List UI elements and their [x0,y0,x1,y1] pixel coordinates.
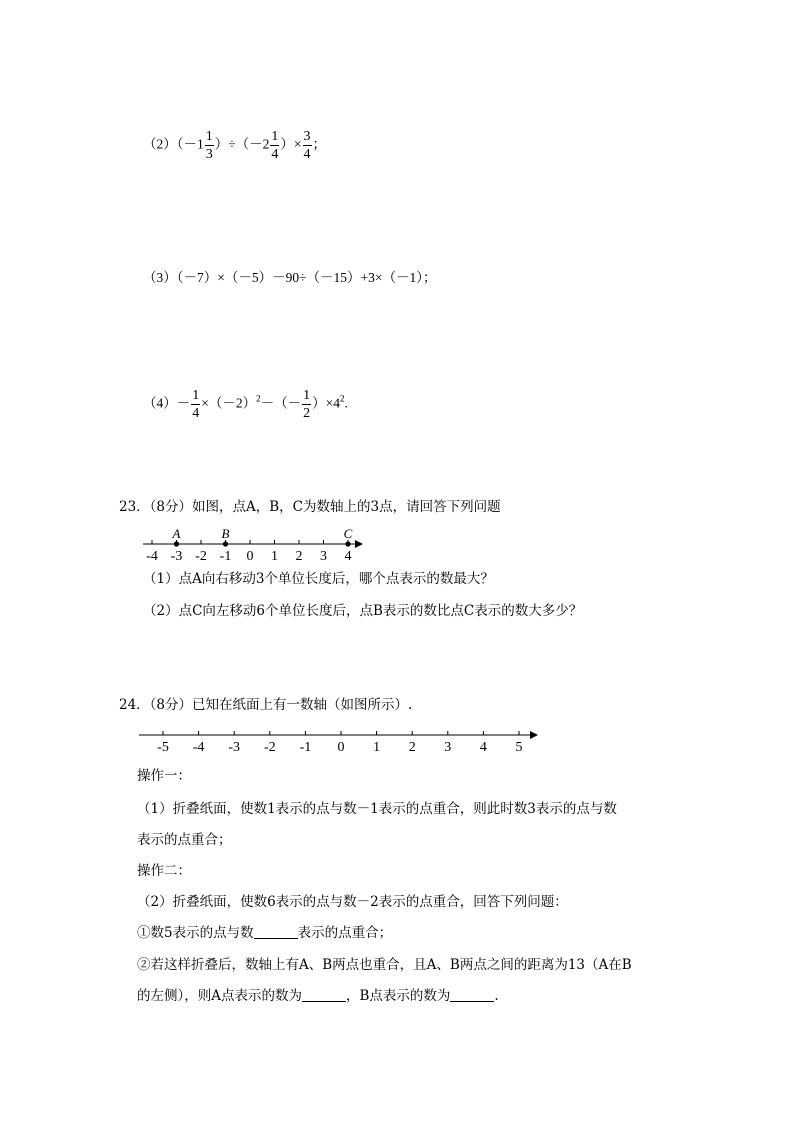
tick-label: 3 [444,740,452,755]
tick-label: -3 [170,549,183,564]
operation-1-question-line-2: 表示的点重合； [137,832,232,848]
problem-23-question-2: （2）点C向左移动6个单位长度后，点B表示的数比点C表示的数大多少？ [143,603,583,619]
tick-label: 0 [246,549,254,564]
number-line-23 [135,522,375,567]
tick-label: -1 [219,549,232,564]
problem-22-part-3: （3）（－7）×（－5）－90÷（－15）+3×（－1）； [143,270,437,285]
operation-1-question-line-1: （1）折叠纸面，使数1表示的点与数－1表示的点重合，则此时数3表示的点与数 [137,801,617,817]
operation-2-question: （2）折叠纸面，使数6表示的点与数－2表示的点重合，回答下列问题： [137,894,568,910]
answer-blank-b[interactable] [450,987,494,1002]
fraction: $\frac{1}{2}$ [303,388,311,421]
tick-label: -1 [299,740,312,755]
problem-22-part-2: （2）（－1 $\frac{1}{3}$ ）÷（－2 $\frac{1}{4}$ ）× $\frac{3}{4}$ ； [143,129,327,162]
answer-blank[interactable] [254,924,298,939]
problem-23-header: 23．（8分）如图，点A，B，C为数轴上的3点，请回答下列问题 [119,499,501,515]
tick-label: -4 [146,549,158,564]
problem-24-header: 24．（8分）已知在纸面上有一数轴（如图所示）. [119,697,413,713]
problem-23-question-1: （1）点A向右移动3个单位长度后，哪个点表示的数最大？ [143,571,494,587]
tick-label: 2 [408,740,416,755]
tick-label: 3 [320,549,327,564]
operation-1-title: 操作一： [137,768,191,784]
operation-2-title: 操作二： [137,863,191,879]
tick-label: 0 [337,740,345,755]
operation-2-sub-1: ①数5表示的点与数 表示的点重合； [137,925,393,941]
operation-2-sub-2-line-1: ②若这样折叠后，数轴上有A、B两点也重合，且A、B两点之间的距离为13（A在B [137,957,632,973]
point-label-c: C [343,526,353,541]
fraction: $\frac{3}{4}$ [303,129,311,162]
point-b [223,541,228,546]
tick-label: -4 [192,740,205,755]
number-line-24 [135,724,545,756]
fraction: $\frac{1}{4}$ [192,388,200,421]
fraction: $\frac{1}{3}$ [205,129,213,162]
tick-label: -2 [195,549,207,564]
problem-22-part-4: （4）－ $\frac{1}{4}$ $\times(-2)^2-(-$ $\frac{1}{2}$ ）$\times 4^2$. [143,388,348,421]
tick-label: -2 [263,740,276,755]
answer-blank-a[interactable] [302,987,346,1002]
tick-label: 5 [515,740,523,755]
tick-label: 1 [271,549,278,564]
point-a [174,541,179,546]
tick-label: 1 [373,740,381,755]
tick-label: -5 [157,740,169,755]
operation-2-sub-2-line-2: 的左侧），则A点表示的数为 ，B点表示的数为 . [137,988,499,1004]
fraction: $\frac{1}{4}$ [271,129,279,162]
tick-label: 4 [479,740,487,755]
tick-label: 2 [295,549,303,564]
point-label-b: B [221,526,230,541]
tick-label: 4 [344,549,352,564]
point-c [345,541,350,546]
point-label-a: A [172,526,181,541]
tick-label: -3 [228,740,241,755]
